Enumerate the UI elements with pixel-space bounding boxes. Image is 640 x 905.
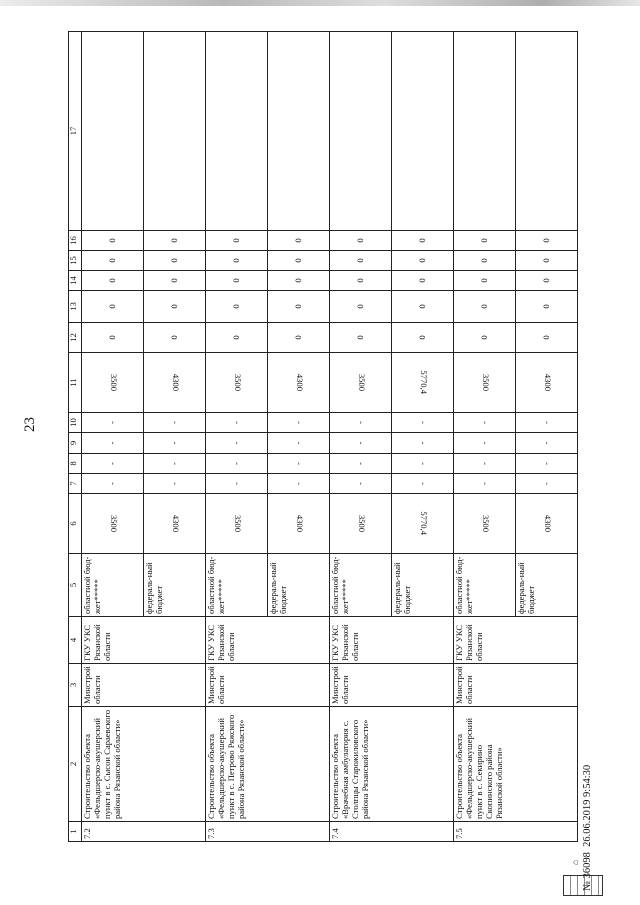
zero-cell: 0 bbox=[516, 271, 578, 291]
notes-cell bbox=[330, 32, 392, 231]
zero-cell: 0 bbox=[516, 323, 578, 353]
dash-cell: - bbox=[330, 474, 392, 494]
zero-cell: 0 bbox=[268, 323, 330, 353]
zero-cell: 0 bbox=[330, 271, 392, 291]
zero-cell: 0 bbox=[454, 271, 516, 291]
dash-cell: - bbox=[82, 474, 144, 494]
budget-table bbox=[68, 31, 578, 842]
zero-cell: 0 bbox=[330, 291, 392, 323]
rotated-table-container bbox=[68, 32, 567, 842]
zero-cell: 0 bbox=[82, 323, 144, 353]
ministry-name: Минстрой области bbox=[82, 664, 206, 707]
zero-cell: 0 bbox=[516, 231, 578, 251]
zero-cell: 0 bbox=[516, 291, 578, 323]
header-cell: 9 bbox=[69, 433, 82, 454]
ministry-name: Минстрой области bbox=[330, 664, 454, 707]
header-cell: 3 bbox=[69, 664, 82, 707]
dash-cell: - bbox=[144, 454, 206, 474]
amount-value: 3500 bbox=[232, 373, 243, 392]
amount-cell bbox=[392, 353, 454, 413]
budget-source: федераль-ный бюджет bbox=[516, 554, 578, 617]
zero-cell: 0 bbox=[268, 271, 330, 291]
scan-edge-artifact bbox=[0, 0, 640, 6]
dash-cell: - bbox=[392, 433, 454, 454]
budget-source: областной бюд-жет***** bbox=[330, 554, 392, 617]
ministry-name: Минстрой области bbox=[206, 664, 330, 707]
customer-name: ГКУ УКС Рязанской области bbox=[206, 617, 330, 664]
notes-cell bbox=[206, 32, 268, 231]
amount-cell bbox=[268, 353, 330, 413]
budget-source: федераль-ный бюджет bbox=[392, 554, 454, 617]
header-cell: 5 bbox=[69, 554, 82, 617]
dash-cell: - bbox=[206, 413, 268, 433]
header-cell: 12 bbox=[69, 323, 82, 353]
table-row bbox=[454, 32, 516, 842]
header-cell: 6 bbox=[69, 494, 82, 554]
header-cell: 14 bbox=[69, 271, 82, 291]
amount-value: 4300 bbox=[542, 514, 553, 533]
notes-cell bbox=[516, 32, 578, 231]
amount-cell bbox=[268, 494, 330, 554]
header-cell: 16 bbox=[69, 231, 82, 251]
table-row bbox=[330, 32, 392, 842]
table-row bbox=[82, 32, 144, 842]
zero-cell: 0 bbox=[268, 251, 330, 271]
notes-cell bbox=[82, 32, 144, 231]
dash-cell: - bbox=[144, 413, 206, 433]
customer-name: ГКУ УКС Рязанской области bbox=[330, 617, 454, 664]
amount-value: 4300 bbox=[170, 514, 181, 533]
dash-cell: - bbox=[268, 454, 330, 474]
document-page: 23 1 2 3 4 5 6 7 8 9 10 11 12 13 14 15 16 17 7.2 Строительство объекта «Фельдшерско-акушерский пункт в с. Сысои Сараевского района Рязанской области» Минстрой области ГКУ УКС Рязанской области областной бюд-жет***** 3500 - - - - 3500 0 0 0 0 0 федераль-ный бюджет 4300 - - - - 4300 0 0 0 0 0 7.3 Строительство объекта «Фельдшерско-акушерский пункт в с. Петрово Ряжского района Рязанской области» Минстрой области ГКУ УКС Рязанской области областной бюд-жет***** 3500 - - - - 3500 0 0 0 0 0 федераль-ный бюджет 4300 - - - - 4300 0 0 0 0 0 7.4 Строительство объекта «Врачебная амбулатория с. Столпцы Старожиловского района Рязанской области» Минстрой области ГКУ УКС Рязанской области областной бюд-жет***** 3500 - - - - 3500 0 0 0 0 0 федераль-ный бюджет 5770,4 - - - - 5770,4 0 0 0 0 0 7.5 Строительство объекта «Фельдшерско-акушерский пункт в с. Секирино Скопинского района Рязанской области» Минстрой области ГКУ УКС Рязанской области областной бюд-жет***** 3500 - - - - 3500 0 0 0 0 0 федераль-ный бюджет 4300 - - - - 4300 0 0 0 0 0 ⌂ № 36098 26.06.2019 9:54:30 bbox=[0, 0, 640, 905]
zero-cell: 0 bbox=[454, 231, 516, 251]
amount-value: 4300 bbox=[542, 373, 553, 392]
dash-cell: - bbox=[206, 433, 268, 454]
dash-cell: - bbox=[454, 454, 516, 474]
dash-cell: - bbox=[144, 433, 206, 454]
header-cell: 4 bbox=[69, 617, 82, 664]
zero-cell: 0 bbox=[392, 291, 454, 323]
zero-cell: 0 bbox=[82, 291, 144, 323]
amount-value: 3500 bbox=[108, 373, 119, 392]
header-number-row bbox=[69, 32, 82, 842]
amount-cell bbox=[144, 353, 206, 413]
zero-cell: 0 bbox=[330, 323, 392, 353]
dash-cell: - bbox=[516, 413, 578, 433]
zero-cell: 0 bbox=[82, 231, 144, 251]
header-cell: 8 bbox=[69, 454, 82, 474]
row-number: 7.5 bbox=[454, 822, 578, 842]
customer-name: ГКУ УКС Рязанской области bbox=[82, 617, 206, 664]
amount-value: 5770,4 bbox=[418, 370, 429, 395]
ministry-name: Минстрой области bbox=[454, 664, 578, 707]
amount-cell bbox=[206, 353, 268, 413]
amount-cell bbox=[516, 353, 578, 413]
zero-cell: 0 bbox=[330, 251, 392, 271]
header-cell: 10 bbox=[69, 413, 82, 433]
budget-source: областной бюд-жет***** bbox=[206, 554, 268, 617]
zero-cell: 0 bbox=[268, 231, 330, 251]
object-name: Строительство объекта «Фельдшерско-акушерский пункт в с. Секирино Скопинского района Рязанской области» bbox=[454, 707, 578, 822]
object-name: Строительство объекта «Фельдшерско-акушерский пункт в с. Сысои Сараевского района Рязанской области» bbox=[82, 707, 206, 822]
zero-cell: 0 bbox=[392, 271, 454, 291]
amount-value: 4300 bbox=[294, 373, 305, 392]
amount-value: 3500 bbox=[108, 514, 119, 533]
dash-cell: - bbox=[392, 474, 454, 494]
document-footer bbox=[582, 765, 593, 891]
zero-cell: 0 bbox=[392, 323, 454, 353]
zero-cell: 0 bbox=[206, 251, 268, 271]
zero-cell: 0 bbox=[206, 323, 268, 353]
amount-value: 3500 bbox=[356, 514, 367, 533]
header-cell: 11 bbox=[69, 353, 82, 413]
amount-cell bbox=[82, 494, 144, 554]
amount-cell bbox=[454, 494, 516, 554]
customer-name: ГКУ УКС Рязанской области bbox=[454, 617, 578, 664]
notes-cell bbox=[392, 32, 454, 231]
zero-cell: 0 bbox=[516, 251, 578, 271]
zero-cell: 0 bbox=[144, 231, 206, 251]
amount-value: 3500 bbox=[232, 514, 243, 533]
dash-cell: - bbox=[268, 413, 330, 433]
notes-cell bbox=[144, 32, 206, 231]
row-number: 7.2 bbox=[82, 822, 206, 842]
dash-cell: - bbox=[330, 433, 392, 454]
zero-cell: 0 bbox=[392, 231, 454, 251]
dash-cell: - bbox=[82, 413, 144, 433]
dash-cell: - bbox=[82, 454, 144, 474]
budget-source: областной бюд-жет***** bbox=[454, 554, 516, 617]
amount-cell bbox=[516, 494, 578, 554]
zero-cell: 0 bbox=[392, 251, 454, 271]
emblem-icon: ⌂ bbox=[570, 859, 580, 865]
dash-cell: - bbox=[392, 454, 454, 474]
amount-cell bbox=[330, 353, 392, 413]
zero-cell: 0 bbox=[454, 251, 516, 271]
dash-cell: - bbox=[454, 433, 516, 454]
header-cell: 13 bbox=[69, 291, 82, 323]
notes-cell bbox=[268, 32, 330, 231]
zero-cell: 0 bbox=[144, 251, 206, 271]
amount-value: 3500 bbox=[356, 373, 367, 392]
dash-cell: - bbox=[330, 413, 392, 433]
dash-cell: - bbox=[516, 474, 578, 494]
dash-cell: - bbox=[268, 474, 330, 494]
zero-cell: 0 bbox=[454, 291, 516, 323]
zero-cell: 0 bbox=[206, 291, 268, 323]
dash-cell: - bbox=[268, 433, 330, 454]
dash-cell: - bbox=[144, 474, 206, 494]
dash-cell: - bbox=[454, 413, 516, 433]
amount-cell bbox=[330, 494, 392, 554]
amount-value: 4300 bbox=[170, 373, 181, 392]
zero-cell: 0 bbox=[268, 291, 330, 323]
zero-cell: 0 bbox=[330, 231, 392, 251]
zero-cell: 0 bbox=[454, 323, 516, 353]
zero-cell: 0 bbox=[82, 271, 144, 291]
amount-cell bbox=[392, 494, 454, 554]
amount-value: 4300 bbox=[294, 514, 305, 533]
dash-cell: - bbox=[330, 454, 392, 474]
amount-cell bbox=[206, 494, 268, 554]
row-number: 7.3 bbox=[206, 822, 330, 842]
dash-cell: - bbox=[516, 433, 578, 454]
object-name: Строительство объекта «Врачебная амбулатория с. Столпцы Старожиловского района Рязанской области» bbox=[330, 707, 454, 822]
table-row bbox=[206, 32, 268, 842]
dash-cell: - bbox=[206, 474, 268, 494]
footer-timestamp: 26.06.2019 9:54:30 bbox=[582, 764, 593, 847]
zero-cell: 0 bbox=[144, 323, 206, 353]
header-cell: 2 bbox=[69, 707, 82, 822]
amount-value: 3500 bbox=[480, 373, 491, 392]
dash-cell: - bbox=[516, 454, 578, 474]
budget-source: областной бюд-жет***** bbox=[82, 554, 144, 617]
dash-cell: - bbox=[206, 454, 268, 474]
zero-cell: 0 bbox=[82, 251, 144, 271]
amount-cell bbox=[144, 494, 206, 554]
header-cell: 7 bbox=[69, 474, 82, 494]
footer-doc-number: № 36098 bbox=[582, 852, 593, 891]
notes-cell bbox=[454, 32, 516, 231]
zero-cell: 0 bbox=[144, 271, 206, 291]
budget-source: федераль-ный бюджет bbox=[268, 554, 330, 617]
header-cell: 17 bbox=[69, 32, 82, 231]
object-name: Строительство объекта «Фельдшерско-акушерский пункт в с. Петрово Ряжского района Рязанской области» bbox=[206, 707, 330, 822]
zero-cell: 0 bbox=[144, 291, 206, 323]
header-cell: 1 bbox=[69, 822, 82, 842]
amount-value: 5770,4 bbox=[418, 511, 429, 536]
zero-cell: 0 bbox=[206, 231, 268, 251]
amount-value: 3500 bbox=[480, 514, 491, 533]
amount-cell bbox=[454, 353, 516, 413]
dash-cell: - bbox=[82, 433, 144, 454]
zero-cell: 0 bbox=[206, 271, 268, 291]
amount-cell bbox=[82, 353, 144, 413]
dash-cell: - bbox=[454, 474, 516, 494]
dash-cell: - bbox=[392, 413, 454, 433]
row-number: 7.4 bbox=[330, 822, 454, 842]
budget-source: федераль-ный бюджет bbox=[144, 554, 206, 617]
header-cell: 15 bbox=[69, 251, 82, 271]
